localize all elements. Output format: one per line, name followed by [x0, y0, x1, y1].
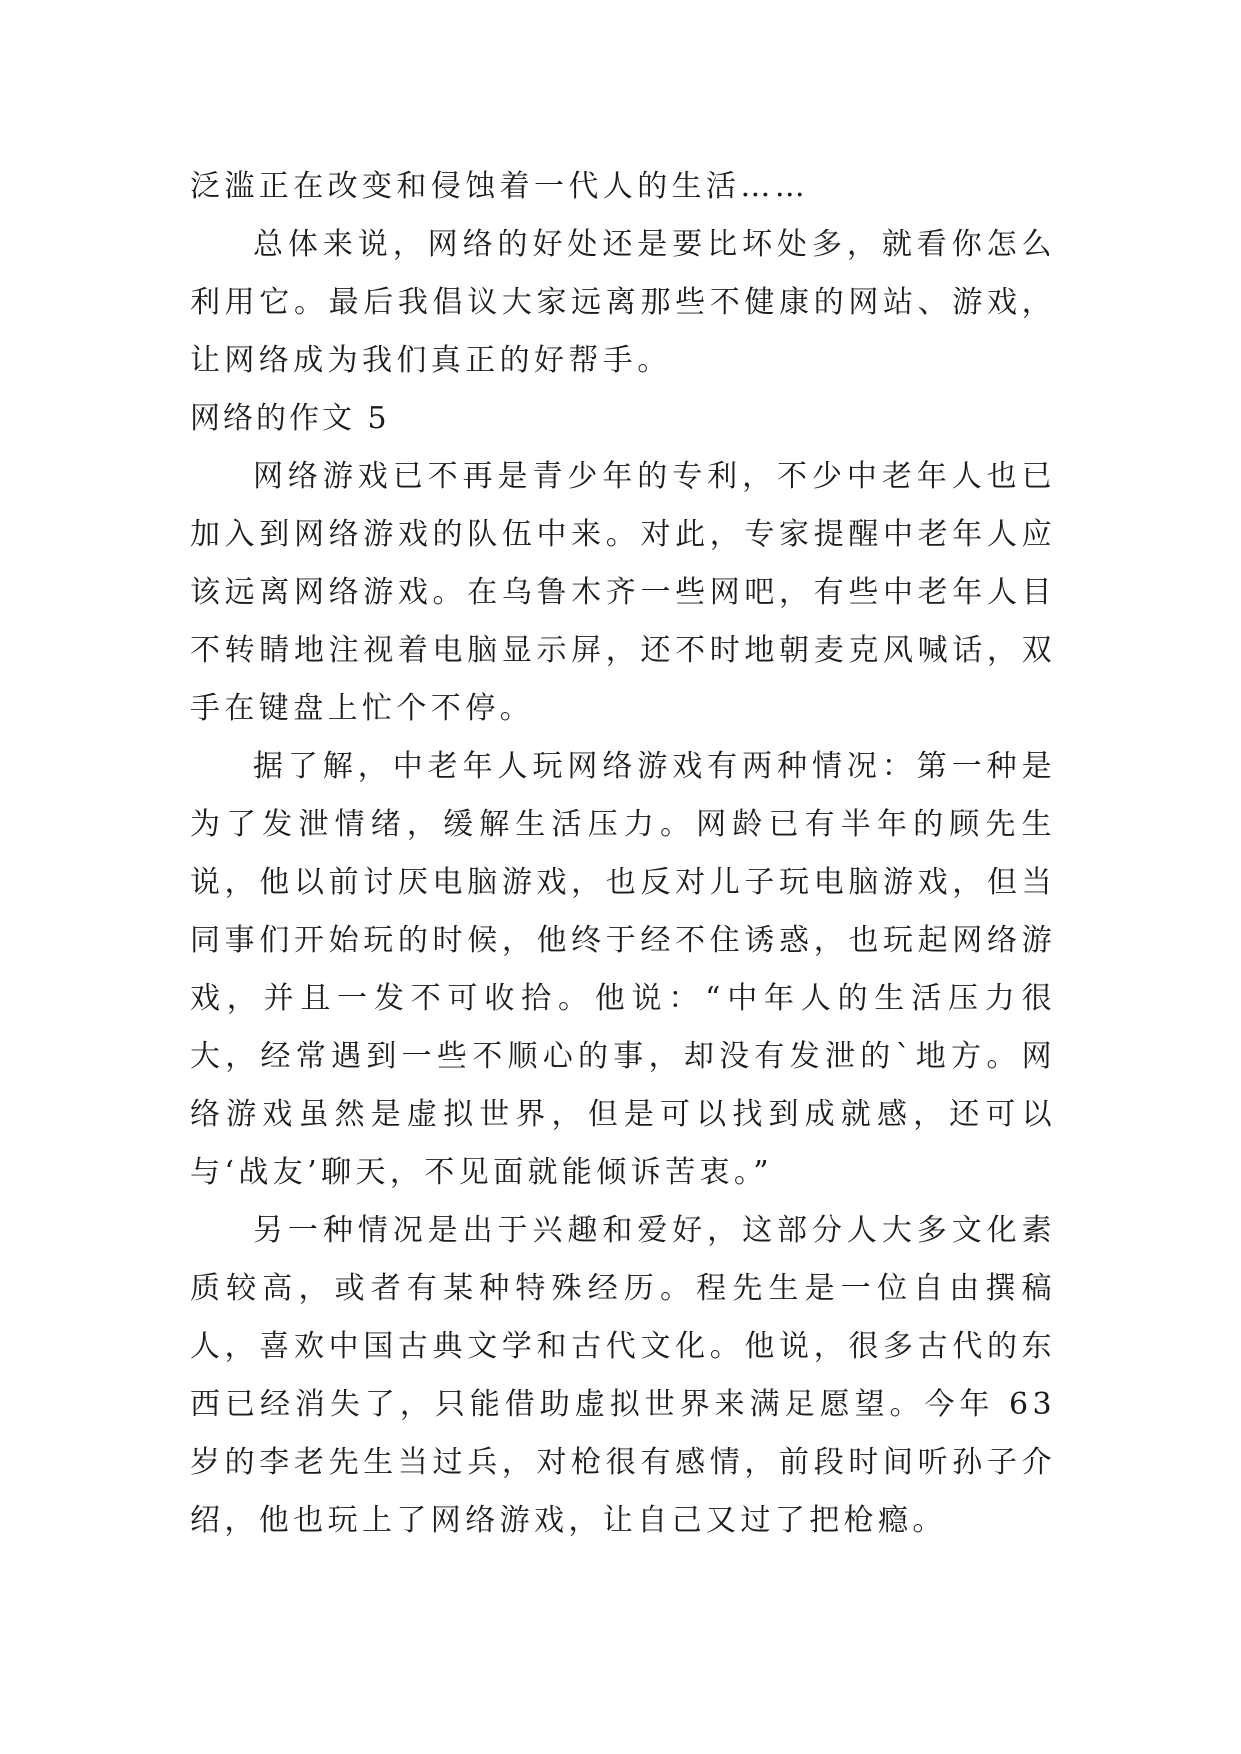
paragraph-continuation: 泛滥正在改变和侵蚀着一代人的生活……: [190, 169, 810, 204]
paragraph-case-one: 据了解，中老年人玩网络游戏有两种情况：第一种是为了发泄情绪，缓解生活压力。网龄已有半年的顾先生说，他以前讨厌电脑游戏，也反对儿子玩电脑游戏，但当同事们开始玩的时候，他终于经不住诱惑，也玩起网络游戏，并且一发不可收拾。他说：“中年人的生活压力很大，经常遇到一些不顺心的事，却没有发泄的`地方。网络游戏虽然是虚拟世界，但是可以找到成就感，还可以与‘战友’聊天，不见面就能倾诉苦衷。”: [190, 749, 1056, 1190]
document-page: [190, 158, 1056, 1550]
paragraph-case-two: 另一种情况是出于兴趣和爱好，这部分人大多文化素质较高，或者有某种特殊经历。程先生是一位自由撰稿人，喜欢中国古典文学和古代文化。他说，很多古代的东西已经消失了，只能借助虚拟世界来满足愿望。今年 63 岁的李老先生当过兵，对枪很有感情，前段时间听孙子介绍，他也玩上了网络游戏，让自己又过了把枪瘾。: [190, 1213, 1056, 1538]
paragraph-intro: 网络游戏已不再是青少年的专利，不少中老年人也已加入到网络游戏的队伍中来。对此，专家提醒中老年人应该远离网络游戏。在乌鲁木齐一些网吧，有些中老年人目不转睛地注视着电脑显示屏，还不时地朝麦克风喊话，双手在键盘上忙个不停。: [190, 459, 1056, 726]
paragraph-summary: 总体来说，网络的好处还是要比坏处多，就看你怎么利用它。最后我倡议大家远离那些不健康的网站、游戏，让网络成为我们真正的好帮手。: [190, 227, 1056, 378]
section-heading: 网络的作文 5: [190, 401, 390, 436]
